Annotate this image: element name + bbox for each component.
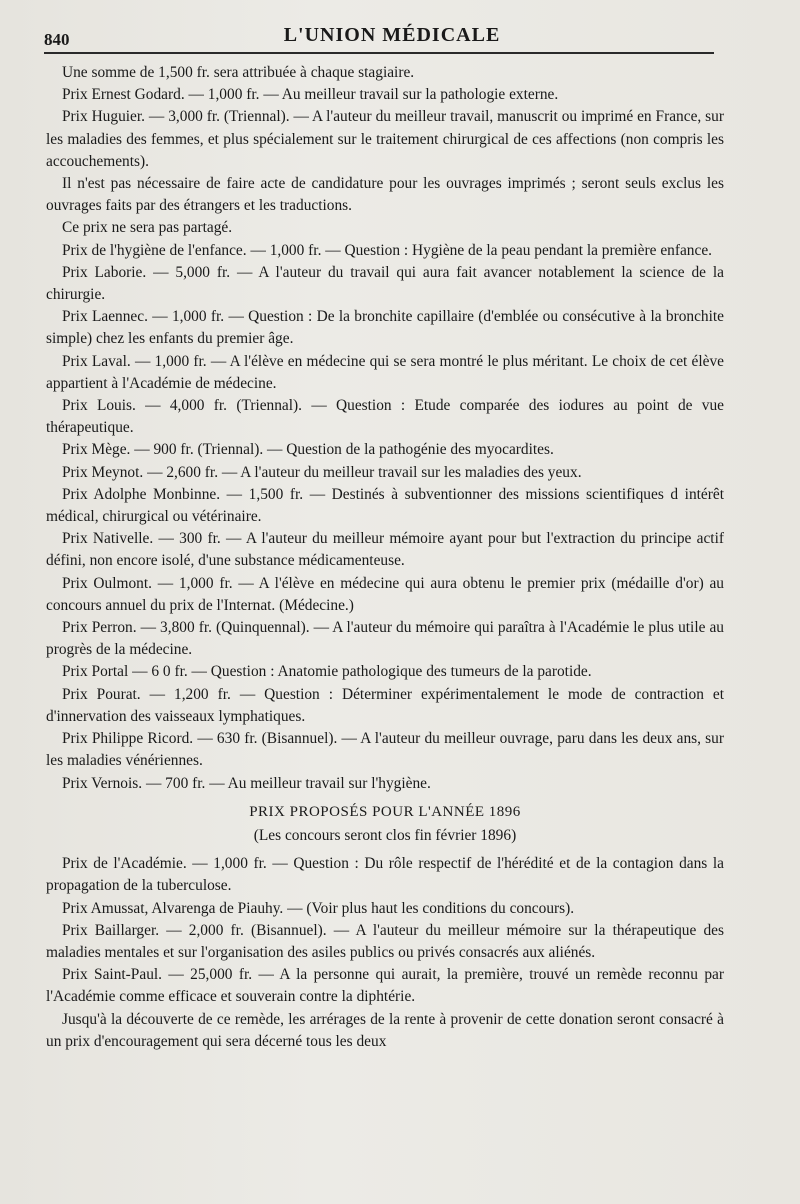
article-body [46, 62, 724, 1053]
paragraph: Prix de l'Académie. — 1,000 fr. — Question : Du rôle respectif de l'hérédité et de la contagion dans la propagation de la tuberculose. [46, 855, 724, 895]
paragraph: Prix Meynot. — 2,600 fr. — A l'auteur du meilleur travail sur les maladies des yeux. [62, 463, 582, 481]
paragraph: Prix Adolphe Monbinne. — 1,500 fr. — Destinés à subventionner des missions scientifiques d intérêt médical, chirurgical ou vétérinaire. [46, 485, 724, 526]
paragraph: Prix Laval. — 1,000 fr. — A l'élève en médecine qui se sera montré le plus méritant. Le choix de cet élève appartient à l'Académie de médecine. [46, 352, 724, 392]
header-rule [44, 52, 714, 54]
paragraph: Prix Vernois. — 700 fr. — Au meilleur travail sur l'hygiène. [62, 774, 431, 792]
paragraph: Prix de l'hygiène de l'enfance. — 1,000 fr. — Question : Hygiène de la peau pendant la première enfance. [62, 241, 713, 259]
paragraph: Prix Louis. — 4,000 fr. (Triennal). — Question : Etude comparée des iodures au point de vue thérapeutique. [46, 397, 724, 437]
section-title: PRIX PROPOSÉS POUR L'ANNÉE 1896 [249, 803, 521, 820]
paragraph: Prix Amussat, Alvarenga de Piauhy. — (Voir plus haut les conditions du concours). [62, 899, 575, 917]
journal-title: L'UNION MÉDICALE [283, 24, 501, 46]
page-header [44, 22, 740, 50]
paragraph: Une somme de 1,500 fr. sera attribuée à chaque stagiaire. [62, 64, 415, 81]
paragraph: Prix Portal — 6 0 fr. — Question : Anatomie pathologique des tumeurs de la parotide. [62, 663, 592, 681]
paragraph: Prix Perron. — 3,800 fr. (Quinquennal). — A l'auteur du mémoire qui paraîtra à l'Académie le plus utile au progrès de la médecine. [46, 619, 724, 659]
paragraph: Prix Laennec. — 1,000 fr. — Question : De la bronchite capillaire (d'emblée ou consécutive à la bronchite simple) chez les enfants du premier âge. [46, 308, 724, 348]
paragraph: Prix Mège. — 900 fr. (Triennal). — Question de la pathogénie des myocardites. [62, 441, 554, 459]
paragraph: Prix Baillarger. — 2,000 fr. (Bisannuel). — A l'auteur du meilleur mémoire sur la thérapeutique des maladies mentales et sur l'organisation des asiles publics ou privés consacrés aux aliénés. [46, 921, 724, 961]
paragraph: Ce prix ne sera pas partagé. [62, 219, 233, 237]
paragraph: Jusqu'à la découverte de ce remède, les arrérages de la rente à provenir de cette donation seront consacré à un prix d'encouragement qui sera décerné tous les deux [46, 1010, 724, 1050]
paragraph: Prix Oulmont. — 1,000 fr. — A l'élève en médecine qui aura obtenu le premier prix (médaille d'or) au concours annuel du prix de l'Internat. (Médecine.) [46, 574, 724, 614]
paragraph: Prix Philippe Ricord. — 630 fr. (Bisannuel). — A l'auteur du meilleur ouvrage, paru dans les deux ans, sur les maladies vénériennes. [46, 730, 724, 770]
paragraph: Il n'est pas nécessaire de faire acte de candidature pour les ouvrages imprimés ; seront seuls exclus les ouvrages faits par des étrangers et les traductions. [46, 175, 724, 215]
paragraph: Prix Nativelle. — 300 fr. — A l'auteur du meilleur mémoire ayant pour but l'extraction du principe actif défini, non encore isolé, d'une substance médicamenteuse. [46, 530, 724, 570]
page-number: 840 [44, 30, 70, 49]
paragraph: Prix Laborie. — 5,000 fr. — A l'auteur du travail qui aura fait avancer notablement la science de la chirurgie. [46, 263, 724, 304]
paragraph: Prix Saint-Paul. — 25,000 fr. — A la personne qui aurait, la première, trouvé un remède reconnu par l'Académie comme efficace et souverain contre la diphtérie. [46, 966, 724, 1006]
paragraph: Prix Pourat. — 1,200 fr. — Question : Déterminer expérimentalement le mode de contraction et d'innervation des vaisseaux lymphatiques. [46, 685, 724, 725]
paragraph: Prix Ernest Godard. — 1,000 fr. — Au meilleur travail sur la pathologie externe. [62, 86, 559, 104]
paragraph: Prix Huguier. — 3,000 fr. (Triennal). — A l'auteur du meilleur travail, manuscrit ou imprimé en France, sur les maladies des femmes, et plus spécialement sur le traitement chirurgical de ces affections (non compris les accouchements). [46, 108, 724, 170]
section-subtitle: (Les concours seront clos fin février 1896) [253, 826, 517, 844]
